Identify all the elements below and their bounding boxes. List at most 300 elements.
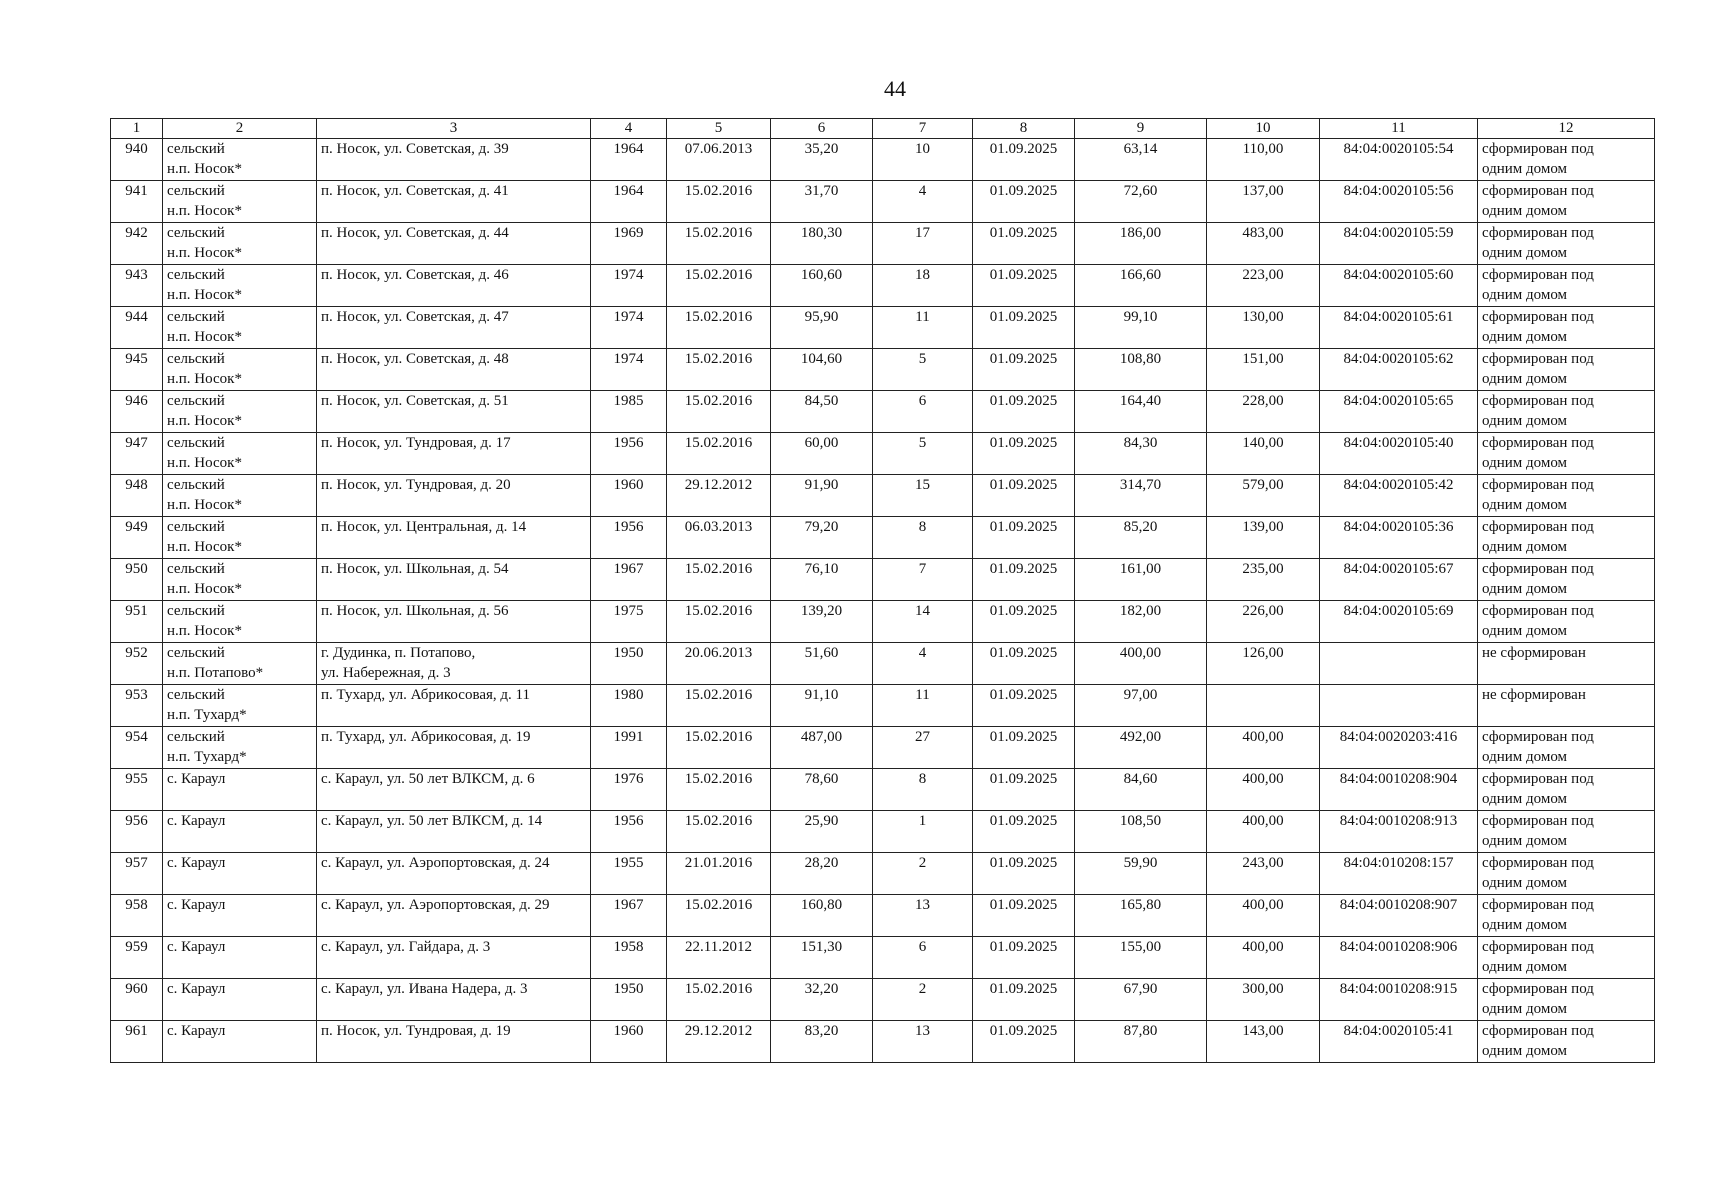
- inspection-date-cell: 15.02.2016: [667, 727, 771, 769]
- planned-date-cell: 01.09.2025: [973, 853, 1075, 895]
- planned-date-cell: 01.09.2025: [973, 685, 1075, 727]
- planned-date-cell: 01.09.2025: [973, 1021, 1075, 1063]
- year-built-cell: 1985: [591, 391, 667, 433]
- land-area-cell: 63,14: [1075, 139, 1207, 181]
- inspection-date-cell: 29.12.2012: [667, 1021, 771, 1063]
- year-built-cell: 1964: [591, 181, 667, 223]
- cadastral-number-cell: [1320, 685, 1478, 727]
- row-number: 957: [111, 853, 163, 895]
- residents-count-cell: 7: [873, 559, 973, 601]
- planned-date-cell: 01.09.2025: [973, 811, 1075, 853]
- residents-count-cell: 13: [873, 1021, 973, 1063]
- table-row: [111, 559, 1655, 601]
- table-row: [111, 1021, 1655, 1063]
- year-built-cell: 1955: [591, 853, 667, 895]
- land-status-cell: сформирован под одним домом: [1478, 979, 1655, 1021]
- land-area-cell: 108,80: [1075, 349, 1207, 391]
- year-built-cell: 1969: [591, 223, 667, 265]
- column-header: 12: [1478, 119, 1655, 139]
- table-row: [111, 433, 1655, 475]
- land-area-cell: 87,80: [1075, 1021, 1207, 1063]
- land-status-cell: сформирован под одним домом: [1478, 559, 1655, 601]
- living-area-cell: 31,70: [771, 181, 873, 223]
- inspection-date-cell: 15.02.2016: [667, 181, 771, 223]
- residents-count-cell: 1: [873, 811, 973, 853]
- residents-count-cell: 17: [873, 223, 973, 265]
- table-row: [111, 223, 1655, 265]
- table-row: [111, 391, 1655, 433]
- municipality-cell: сельский н.п. Носок*: [163, 223, 317, 265]
- table-row: [111, 727, 1655, 769]
- column-header: 9: [1075, 119, 1207, 139]
- living-area-cell: 84,50: [771, 391, 873, 433]
- living-area-cell: 25,90: [771, 811, 873, 853]
- living-area-cell: 160,60: [771, 265, 873, 307]
- cadastral-number-cell: 84:04:0020105:42: [1320, 475, 1478, 517]
- planned-date-cell: 01.09.2025: [973, 895, 1075, 937]
- row-number: 954: [111, 727, 163, 769]
- land-status-cell: сформирован под одним домом: [1478, 307, 1655, 349]
- address-cell: с. Караул, ул. Аэропортовская, д. 24: [317, 853, 591, 895]
- living-area-cell: 51,60: [771, 643, 873, 685]
- cadastral-number-cell: 84:04:0020105:62: [1320, 349, 1478, 391]
- planned-date-cell: 01.09.2025: [973, 559, 1075, 601]
- address-cell: с. Караул, ул. 50 лет ВЛКСМ, д. 6: [317, 769, 591, 811]
- cadastral-number-cell: [1320, 643, 1478, 685]
- table-row: [111, 601, 1655, 643]
- cadastral-number-cell: 84:04:0010208:915: [1320, 979, 1478, 1021]
- municipality-cell: сельский н.п. Носок*: [163, 265, 317, 307]
- address-cell: п. Носок, ул. Советская, д. 46: [317, 265, 591, 307]
- page-number: 44: [884, 76, 906, 101]
- column-header: 10: [1207, 119, 1320, 139]
- norm-area-cell: 400,00: [1207, 895, 1320, 937]
- residents-count-cell: 18: [873, 265, 973, 307]
- norm-area-cell: 243,00: [1207, 853, 1320, 895]
- municipality-cell: сельский н.п. Тухард*: [163, 685, 317, 727]
- address-cell: п. Носок, ул. Советская, д. 51: [317, 391, 591, 433]
- address-cell: п. Носок, ул. Тундровая, д. 20: [317, 475, 591, 517]
- address-cell: п. Носок, ул. Советская, д. 44: [317, 223, 591, 265]
- row-number: 944: [111, 307, 163, 349]
- inspection-date-cell: 07.06.2013: [667, 139, 771, 181]
- land-status-cell: сформирован под одним домом: [1478, 139, 1655, 181]
- row-number: 960: [111, 979, 163, 1021]
- cadastral-number-cell: 84:04:0020105:61: [1320, 307, 1478, 349]
- row-number: 941: [111, 181, 163, 223]
- cadastral-number-cell: 84:04:0010208:904: [1320, 769, 1478, 811]
- column-header: 7: [873, 119, 973, 139]
- land-area-cell: 155,00: [1075, 937, 1207, 979]
- municipality-cell: сельский н.п. Носок*: [163, 559, 317, 601]
- residents-count-cell: 6: [873, 391, 973, 433]
- living-area-cell: 60,00: [771, 433, 873, 475]
- address-cell: с. Караул, ул. 50 лет ВЛКСМ, д. 14: [317, 811, 591, 853]
- living-area-cell: 28,20: [771, 853, 873, 895]
- land-status-cell: сформирован под одним домом: [1478, 811, 1655, 853]
- planned-date-cell: 01.09.2025: [973, 517, 1075, 559]
- municipality-cell: с. Караул: [163, 769, 317, 811]
- address-cell: с. Караул, ул. Ивана Надера, д. 3: [317, 979, 591, 1021]
- land-area-cell: 400,00: [1075, 643, 1207, 685]
- land-area-cell: 166,60: [1075, 265, 1207, 307]
- norm-area-cell: 579,00: [1207, 475, 1320, 517]
- address-cell: п. Носок, ул. Советская, д. 41: [317, 181, 591, 223]
- planned-date-cell: 01.09.2025: [973, 601, 1075, 643]
- column-header: 11: [1320, 119, 1478, 139]
- address-cell: с. Караул, ул. Гайдара, д. 3: [317, 937, 591, 979]
- column-header: 6: [771, 119, 873, 139]
- housing-register-table: [110, 118, 1655, 1063]
- norm-area-cell: 300,00: [1207, 979, 1320, 1021]
- norm-area-cell: 483,00: [1207, 223, 1320, 265]
- residents-count-cell: 4: [873, 181, 973, 223]
- land-status-cell: не сформирован: [1478, 685, 1655, 727]
- norm-area-cell: 400,00: [1207, 727, 1320, 769]
- cadastral-number-cell: 84:04:0020105:36: [1320, 517, 1478, 559]
- planned-date-cell: 01.09.2025: [973, 937, 1075, 979]
- norm-area-cell: 110,00: [1207, 139, 1320, 181]
- table-row: [111, 265, 1655, 307]
- cadastral-number-cell: 84:04:0010208:907: [1320, 895, 1478, 937]
- inspection-date-cell: 15.02.2016: [667, 811, 771, 853]
- row-number: 940: [111, 139, 163, 181]
- land-status-cell: сформирован под одним домом: [1478, 433, 1655, 475]
- inspection-date-cell: 15.02.2016: [667, 559, 771, 601]
- table-row: [111, 853, 1655, 895]
- address-cell: п. Носок, ул. Школьная, д. 56: [317, 601, 591, 643]
- residents-count-cell: 14: [873, 601, 973, 643]
- land-status-cell: сформирован под одним домом: [1478, 853, 1655, 895]
- land-area-cell: 59,90: [1075, 853, 1207, 895]
- inspection-date-cell: 15.02.2016: [667, 223, 771, 265]
- inspection-date-cell: 15.02.2016: [667, 391, 771, 433]
- residents-count-cell: 5: [873, 433, 973, 475]
- table-row: [111, 139, 1655, 181]
- norm-area-cell: 235,00: [1207, 559, 1320, 601]
- living-area-cell: 151,30: [771, 937, 873, 979]
- norm-area-cell: 223,00: [1207, 265, 1320, 307]
- land-area-cell: 182,00: [1075, 601, 1207, 643]
- living-area-cell: 35,20: [771, 139, 873, 181]
- land-status-cell: сформирован под одним домом: [1478, 769, 1655, 811]
- cadastral-number-cell: 84:04:0010208:913: [1320, 811, 1478, 853]
- municipality-cell: сельский н.п. Носок*: [163, 349, 317, 391]
- cadastral-number-cell: 84:04:0020105:60: [1320, 265, 1478, 307]
- cadastral-number-cell: 84:04:0020105:41: [1320, 1021, 1478, 1063]
- row-number: 951: [111, 601, 163, 643]
- address-cell: г. Дудинка, п. Потапово, ул. Набережная, д. 3: [317, 643, 591, 685]
- municipality-cell: сельский н.п. Носок*: [163, 139, 317, 181]
- land-area-cell: 186,00: [1075, 223, 1207, 265]
- municipality-cell: с. Караул: [163, 811, 317, 853]
- planned-date-cell: 01.09.2025: [973, 349, 1075, 391]
- year-built-cell: 1960: [591, 1021, 667, 1063]
- norm-area-cell: 137,00: [1207, 181, 1320, 223]
- table-row: [111, 811, 1655, 853]
- municipality-cell: с. Караул: [163, 895, 317, 937]
- municipality-cell: с. Караул: [163, 853, 317, 895]
- land-area-cell: 108,50: [1075, 811, 1207, 853]
- year-built-cell: 1974: [591, 307, 667, 349]
- land-area-cell: 165,80: [1075, 895, 1207, 937]
- land-area-cell: 67,90: [1075, 979, 1207, 1021]
- address-cell: п. Тухард, ул. Абрикосовая, д. 11: [317, 685, 591, 727]
- cadastral-number-cell: 84:04:0020105:40: [1320, 433, 1478, 475]
- inspection-date-cell: 15.02.2016: [667, 979, 771, 1021]
- residents-count-cell: 13: [873, 895, 973, 937]
- living-area-cell: 104,60: [771, 349, 873, 391]
- municipality-cell: с. Караул: [163, 979, 317, 1021]
- column-header: 4: [591, 119, 667, 139]
- address-cell: п. Носок, ул. Советская, д. 47: [317, 307, 591, 349]
- land-status-cell: сформирован под одним домом: [1478, 223, 1655, 265]
- row-number: 958: [111, 895, 163, 937]
- planned-date-cell: 01.09.2025: [973, 265, 1075, 307]
- row-number: 955: [111, 769, 163, 811]
- cadastral-number-cell: 84:04:0020105:54: [1320, 139, 1478, 181]
- land-status-cell: сформирован под одним домом: [1478, 391, 1655, 433]
- land-area-cell: 84,60: [1075, 769, 1207, 811]
- year-built-cell: 1960: [591, 475, 667, 517]
- year-built-cell: 1974: [591, 265, 667, 307]
- land-status-cell: сформирован под одним домом: [1478, 937, 1655, 979]
- address-cell: п. Тухард, ул. Абрикосовая, д. 19: [317, 727, 591, 769]
- inspection-date-cell: 06.03.2013: [667, 517, 771, 559]
- living-area-cell: 79,20: [771, 517, 873, 559]
- year-built-cell: 1964: [591, 139, 667, 181]
- planned-date-cell: 01.09.2025: [973, 769, 1075, 811]
- municipality-cell: с. Караул: [163, 937, 317, 979]
- year-built-cell: 1967: [591, 559, 667, 601]
- residents-count-cell: 2: [873, 979, 973, 1021]
- header-row: [111, 119, 1655, 139]
- table-row: [111, 517, 1655, 559]
- table-row: [111, 769, 1655, 811]
- table-row: [111, 643, 1655, 685]
- table-row: [111, 895, 1655, 937]
- residents-count-cell: 8: [873, 769, 973, 811]
- planned-date-cell: 01.09.2025: [973, 433, 1075, 475]
- land-status-cell: не сформирован: [1478, 643, 1655, 685]
- table-row: [111, 181, 1655, 223]
- municipality-cell: сельский н.п. Носок*: [163, 181, 317, 223]
- living-area-cell: 139,20: [771, 601, 873, 643]
- inspection-date-cell: 15.02.2016: [667, 685, 771, 727]
- municipality-cell: с. Караул: [163, 1021, 317, 1063]
- cadastral-number-cell: 84:04:0010208:906: [1320, 937, 1478, 979]
- address-cell: п. Носок, ул. Тундровая, д. 19: [317, 1021, 591, 1063]
- inspection-date-cell: 15.02.2016: [667, 433, 771, 475]
- inspection-date-cell: 29.12.2012: [667, 475, 771, 517]
- inspection-date-cell: 20.06.2013: [667, 643, 771, 685]
- planned-date-cell: 01.09.2025: [973, 475, 1075, 517]
- column-header: 3: [317, 119, 591, 139]
- row-number: 945: [111, 349, 163, 391]
- municipality-cell: сельский н.п. Носок*: [163, 475, 317, 517]
- year-built-cell: 1991: [591, 727, 667, 769]
- row-number: 959: [111, 937, 163, 979]
- row-number: 947: [111, 433, 163, 475]
- cadastral-number-cell: 84:04:0020105:56: [1320, 181, 1478, 223]
- municipality-cell: сельский н.п. Носок*: [163, 391, 317, 433]
- inspection-date-cell: 15.02.2016: [667, 265, 771, 307]
- year-built-cell: 1950: [591, 643, 667, 685]
- municipality-cell: сельский н.п. Носок*: [163, 433, 317, 475]
- living-area-cell: 95,90: [771, 307, 873, 349]
- inspection-date-cell: 15.02.2016: [667, 601, 771, 643]
- planned-date-cell: 01.09.2025: [973, 391, 1075, 433]
- land-status-cell: сформирован под одним домом: [1478, 475, 1655, 517]
- norm-area-cell: 400,00: [1207, 769, 1320, 811]
- cadastral-number-cell: 84:04:0020105:59: [1320, 223, 1478, 265]
- year-built-cell: 1956: [591, 433, 667, 475]
- municipality-cell: сельский н.п. Носок*: [163, 517, 317, 559]
- address-cell: с. Караул, ул. Аэропортовская, д. 29: [317, 895, 591, 937]
- residents-count-cell: 8: [873, 517, 973, 559]
- land-area-cell: 164,40: [1075, 391, 1207, 433]
- year-built-cell: 1976: [591, 769, 667, 811]
- planned-date-cell: 01.09.2025: [973, 727, 1075, 769]
- land-area-cell: 84,30: [1075, 433, 1207, 475]
- cadastral-number-cell: 84:04:010208:157: [1320, 853, 1478, 895]
- cadastral-number-cell: 84:04:0020105:67: [1320, 559, 1478, 601]
- year-built-cell: 1956: [591, 517, 667, 559]
- municipality-cell: сельский н.п. Носок*: [163, 307, 317, 349]
- norm-area-cell: 228,00: [1207, 391, 1320, 433]
- table-row: [111, 937, 1655, 979]
- year-built-cell: 1967: [591, 895, 667, 937]
- table-header: [111, 119, 1655, 139]
- row-number: 956: [111, 811, 163, 853]
- row-number: 953: [111, 685, 163, 727]
- year-built-cell: 1956: [591, 811, 667, 853]
- land-status-cell: сформирован под одним домом: [1478, 601, 1655, 643]
- address-cell: п. Носок, ул. Советская, д. 48: [317, 349, 591, 391]
- living-area-cell: 83,20: [771, 1021, 873, 1063]
- row-number: 952: [111, 643, 163, 685]
- row-number: 942: [111, 223, 163, 265]
- inspection-date-cell: 15.02.2016: [667, 307, 771, 349]
- land-status-cell: сформирован под одним домом: [1478, 895, 1655, 937]
- address-cell: п. Носок, ул. Школьная, д. 54: [317, 559, 591, 601]
- cadastral-number-cell: 84:04:0020203:416: [1320, 727, 1478, 769]
- year-built-cell: 1975: [591, 601, 667, 643]
- land-area-cell: 99,10: [1075, 307, 1207, 349]
- inspection-date-cell: 15.02.2016: [667, 895, 771, 937]
- column-header: 5: [667, 119, 771, 139]
- column-header: 2: [163, 119, 317, 139]
- norm-area-cell: 140,00: [1207, 433, 1320, 475]
- municipality-cell: сельский н.п. Тухард*: [163, 727, 317, 769]
- land-area-cell: 72,60: [1075, 181, 1207, 223]
- living-area-cell: 32,20: [771, 979, 873, 1021]
- column-header: 1: [111, 119, 163, 139]
- residents-count-cell: 5: [873, 349, 973, 391]
- row-number: 950: [111, 559, 163, 601]
- norm-area-cell: 400,00: [1207, 937, 1320, 979]
- inspection-date-cell: 22.11.2012: [667, 937, 771, 979]
- living-area-cell: 487,00: [771, 727, 873, 769]
- residents-count-cell: 11: [873, 685, 973, 727]
- residents-count-cell: 11: [873, 307, 973, 349]
- table-row: [111, 475, 1655, 517]
- cadastral-number-cell: 84:04:0020105:69: [1320, 601, 1478, 643]
- planned-date-cell: 01.09.2025: [973, 223, 1075, 265]
- living-area-cell: 91,10: [771, 685, 873, 727]
- residents-count-cell: 27: [873, 727, 973, 769]
- land-status-cell: сформирован под одним домом: [1478, 181, 1655, 223]
- land-status-cell: сформирован под одним домом: [1478, 1021, 1655, 1063]
- planned-date-cell: 01.09.2025: [973, 181, 1075, 223]
- year-built-cell: 1958: [591, 937, 667, 979]
- address-cell: п. Носок, ул. Тундровая, д. 17: [317, 433, 591, 475]
- land-status-cell: сформирован под одним домом: [1478, 265, 1655, 307]
- row-number: 961: [111, 1021, 163, 1063]
- row-number: 949: [111, 517, 163, 559]
- row-number: 946: [111, 391, 163, 433]
- land-status-cell: сформирован под одним домом: [1478, 517, 1655, 559]
- inspection-date-cell: 15.02.2016: [667, 349, 771, 391]
- year-built-cell: 1980: [591, 685, 667, 727]
- residents-count-cell: 2: [873, 853, 973, 895]
- land-status-cell: сформирован под одним домом: [1478, 727, 1655, 769]
- residents-count-cell: 15: [873, 475, 973, 517]
- address-cell: п. Носок, ул. Советская, д. 39: [317, 139, 591, 181]
- norm-area-cell: 139,00: [1207, 517, 1320, 559]
- planned-date-cell: 01.09.2025: [973, 643, 1075, 685]
- row-number: 943: [111, 265, 163, 307]
- land-status-cell: сформирован под одним домом: [1478, 349, 1655, 391]
- table-row: [111, 979, 1655, 1021]
- inspection-date-cell: 15.02.2016: [667, 769, 771, 811]
- table-row: [111, 307, 1655, 349]
- norm-area-cell: 130,00: [1207, 307, 1320, 349]
- land-area-cell: 314,70: [1075, 475, 1207, 517]
- table-body: [111, 139, 1655, 1063]
- land-area-cell: 492,00: [1075, 727, 1207, 769]
- norm-area-cell: 143,00: [1207, 1021, 1320, 1063]
- norm-area-cell: 151,00: [1207, 349, 1320, 391]
- planned-date-cell: 01.09.2025: [973, 979, 1075, 1021]
- norm-area-cell: 226,00: [1207, 601, 1320, 643]
- land-area-cell: 97,00: [1075, 685, 1207, 727]
- inspection-date-cell: 21.01.2016: [667, 853, 771, 895]
- living-area-cell: 160,80: [771, 895, 873, 937]
- row-number: 948: [111, 475, 163, 517]
- living-area-cell: 76,10: [771, 559, 873, 601]
- year-built-cell: 1974: [591, 349, 667, 391]
- land-area-cell: 161,00: [1075, 559, 1207, 601]
- norm-area-cell: [1207, 685, 1320, 727]
- planned-date-cell: 01.09.2025: [973, 307, 1075, 349]
- residents-count-cell: 4: [873, 643, 973, 685]
- year-built-cell: 1950: [591, 979, 667, 1021]
- residents-count-cell: 6: [873, 937, 973, 979]
- living-area-cell: 78,60: [771, 769, 873, 811]
- norm-area-cell: 126,00: [1207, 643, 1320, 685]
- planned-date-cell: 01.09.2025: [973, 139, 1075, 181]
- living-area-cell: 180,30: [771, 223, 873, 265]
- municipality-cell: сельский н.п. Потапово*: [163, 643, 317, 685]
- address-cell: п. Носок, ул. Центральная, д. 14: [317, 517, 591, 559]
- norm-area-cell: 400,00: [1207, 811, 1320, 853]
- land-area-cell: 85,20: [1075, 517, 1207, 559]
- table-row: [111, 685, 1655, 727]
- column-header: 8: [973, 119, 1075, 139]
- cadastral-number-cell: 84:04:0020105:65: [1320, 391, 1478, 433]
- residents-count-cell: 10: [873, 139, 973, 181]
